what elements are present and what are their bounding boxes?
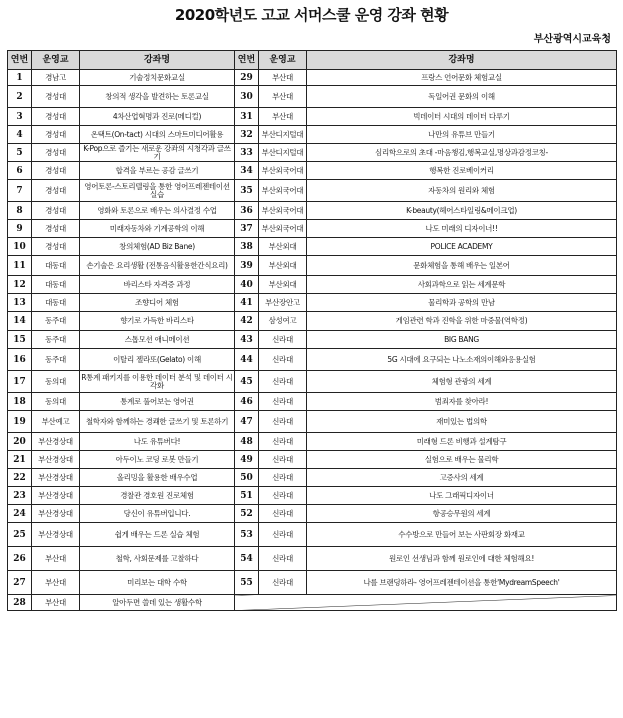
lecture-cell: 조향디어 체험 — [80, 294, 235, 312]
table-row — [8, 547, 617, 571]
row-number: 39 — [235, 256, 259, 276]
row-number: 42 — [235, 312, 259, 331]
lecture-cell: 철학자와 함께하는 경쾌한 글쓰기 및 토론하기 — [80, 411, 235, 433]
school-cell: 부산외국어대 — [259, 180, 307, 202]
row-number: 27 — [8, 571, 32, 595]
lecture-cell: 이탈리 젤라또(Gelato) 이해 — [80, 349, 235, 371]
table-row — [8, 411, 617, 433]
row-number: 22 — [8, 469, 32, 487]
table-row — [8, 312, 617, 331]
school-cell: 부산외대 — [259, 256, 307, 276]
school-cell: 부산대 — [32, 571, 80, 595]
table-row — [8, 276, 617, 294]
row-number: 34 — [235, 162, 259, 180]
lecture-cell: 항공승무원의 세계 — [307, 505, 617, 523]
school-cell: 부산대 — [259, 108, 307, 126]
school-cell: 경성대 — [32, 86, 80, 108]
school-cell: 삼성여고 — [259, 312, 307, 331]
school-cell: 경성대 — [32, 238, 80, 256]
row-number: 1 — [8, 70, 32, 86]
school-cell: 부산디지털대 — [259, 126, 307, 144]
lecture-cell: 나도 그래픽디자이너 — [307, 487, 617, 505]
row-number: 20 — [8, 433, 32, 451]
lecture-cell: 올리밍을 활용한 배우수업 — [80, 469, 235, 487]
lecture-cell: 수수방으로 만들어 보는 사판회장 화재교 — [307, 523, 617, 547]
empty-cell — [235, 595, 617, 611]
school-cell: 경성대 — [32, 162, 80, 180]
row-number: 19 — [8, 411, 32, 433]
row-number: 47 — [235, 411, 259, 433]
lecture-cell: 미래형 드론 비행과 설계탐구 — [307, 433, 617, 451]
row-number: 33 — [235, 144, 259, 162]
school-cell: 신라대 — [259, 571, 307, 595]
table-row — [8, 433, 617, 451]
lecture-cell: 쉽게 배우는 드론 실습 체험 — [80, 523, 235, 547]
lecture-cell: 실험으로 배우는 물리학 — [307, 451, 617, 469]
lecture-cell: R통계 패키지를 이용한 데이터 분석 및 데이터 시각화 — [80, 371, 235, 393]
school-cell: 부산대 — [32, 547, 80, 571]
header-no-left: 연번 — [8, 51, 32, 70]
lecture-cell: 온택트(On-tact) 시대의 스마트미디어활용 — [80, 126, 235, 144]
lecture-cell: 나도 유튜버다! — [80, 433, 235, 451]
school-cell: 신라대 — [259, 331, 307, 349]
row-number: 15 — [8, 331, 32, 349]
table-row — [8, 108, 617, 126]
school-cell: 신라대 — [259, 505, 307, 523]
header-school-left: 운영교 — [32, 51, 80, 70]
school-cell: 동주대 — [32, 312, 80, 331]
course-table — [7, 50, 617, 611]
row-number: 21 — [8, 451, 32, 469]
school-cell: 부산대 — [32, 595, 80, 611]
school-cell: 부산외국어대 — [259, 220, 307, 238]
school-cell: 대동대 — [32, 256, 80, 276]
row-number: 25 — [8, 523, 32, 547]
school-cell: 경성대 — [32, 108, 80, 126]
lecture-cell: 미래자동차와 기계공학의 이해 — [80, 220, 235, 238]
row-number: 48 — [235, 433, 259, 451]
header-lecture-left: 강좌명 — [80, 51, 235, 70]
table-row — [8, 505, 617, 523]
lecture-cell: 사회과학으로 읽는 세계문학 — [307, 276, 617, 294]
school-cell: 동의대 — [32, 393, 80, 411]
row-number: 10 — [8, 238, 32, 256]
lecture-cell: 원로인 선생님과 함께 원로인에 대한 체험해요! — [307, 547, 617, 571]
lecture-cell: 나를 브랜딩하라- 영어프레젠테이션을 통한'MydreamSpeech' — [307, 571, 617, 595]
row-number: 3 — [8, 108, 32, 126]
row-number: 31 — [235, 108, 259, 126]
header-no-right: 연번 — [235, 51, 259, 70]
table-row — [8, 126, 617, 144]
lecture-cell: BIG BANG — [307, 331, 617, 349]
school-cell: 부산경상대 — [32, 505, 80, 523]
school-cell: 경성대 — [32, 144, 80, 162]
page-title: 2020학년도 고교 서머스쿨 운영 강좌 현황 — [174, 6, 449, 24]
school-cell: 경성대 — [32, 180, 80, 202]
school-cell: 경성대 — [32, 126, 80, 144]
table-row — [8, 294, 617, 312]
lecture-cell: 빅데이터 시대의 데이터 다루기 — [307, 108, 617, 126]
row-number: 29 — [235, 70, 259, 86]
lecture-cell: 바리스타 자격증 과정 — [80, 276, 235, 294]
header-lecture-right: 강좌명 — [307, 51, 617, 70]
school-cell: 동주대 — [32, 331, 80, 349]
row-number: 35 — [235, 180, 259, 202]
row-number: 53 — [235, 523, 259, 547]
row-number: 38 — [235, 238, 259, 256]
row-number: 41 — [235, 294, 259, 312]
row-number: 16 — [8, 349, 32, 371]
header-school-right: 운영교 — [259, 51, 307, 70]
table-row — [8, 571, 617, 595]
lecture-cell: 통계로 풀어보는 영어권 — [80, 393, 235, 411]
row-number: 11 — [8, 256, 32, 276]
school-cell: 부산디지털대 — [259, 144, 307, 162]
row-number: 12 — [8, 276, 32, 294]
row-number: 50 — [235, 469, 259, 487]
school-cell: 부산대 — [259, 70, 307, 86]
lecture-cell: 미리보는 대학 수학 — [80, 571, 235, 595]
lecture-cell: 기술정치문화교실 — [80, 70, 235, 86]
lecture-cell: 아두이노 코딩 로봇 만들기 — [80, 451, 235, 469]
row-number: 55 — [235, 571, 259, 595]
lecture-cell: 고증사의 세계 — [307, 469, 617, 487]
lecture-cell: 자동차의 원리와 체험 — [307, 180, 617, 202]
lecture-cell: 범죄자를 찾아라! — [307, 393, 617, 411]
row-number: 5 — [8, 144, 32, 162]
lecture-cell: 행복한 진로베이커리 — [307, 162, 617, 180]
school-cell: 신라대 — [259, 469, 307, 487]
row-number: 54 — [235, 547, 259, 571]
table-body — [8, 70, 617, 611]
row-number: 13 — [8, 294, 32, 312]
row-number: 37 — [235, 220, 259, 238]
row-number: 49 — [235, 451, 259, 469]
row-number: 45 — [235, 371, 259, 393]
school-cell: 신라대 — [259, 411, 307, 433]
table-row — [8, 180, 617, 202]
school-cell: 동주대 — [32, 349, 80, 371]
organization-label: 부산광역시교육청 — [533, 34, 611, 45]
row-number: 46 — [235, 393, 259, 411]
lecture-cell: 창의적 생각을 발견하는 토론교실 — [80, 86, 235, 108]
table-row — [8, 371, 617, 393]
row-number: 7 — [8, 180, 32, 202]
row-number: 14 — [8, 312, 32, 331]
lecture-cell: 향기로 가득한 바리스타 — [80, 312, 235, 331]
lecture-cell: 합격을 부르는 공감 글쓰기 — [80, 162, 235, 180]
row-number: 51 — [235, 487, 259, 505]
lecture-cell: K-beauty(헤어스타일링&메이크업) — [307, 202, 617, 220]
lecture-cell: 독일어권 문화의 이해 — [307, 86, 617, 108]
lecture-cell: POLICE ACADEMY — [307, 238, 617, 256]
school-cell: 경성대 — [32, 202, 80, 220]
school-cell: 부산경상대 — [32, 433, 80, 451]
row-number: 8 — [8, 202, 32, 220]
table-row — [8, 487, 617, 505]
school-cell: 부산외대 — [259, 238, 307, 256]
table-row — [8, 238, 617, 256]
lecture-cell: 당신이 유튜버입니다. — [80, 505, 235, 523]
row-number: 28 — [8, 595, 32, 611]
school-cell: 신라대 — [259, 487, 307, 505]
school-cell: 신라대 — [259, 349, 307, 371]
school-cell: 부산경상대 — [32, 469, 80, 487]
school-cell: 동의대 — [32, 371, 80, 393]
table-row — [8, 331, 617, 349]
lecture-cell: 체험형 관광의 세계 — [307, 371, 617, 393]
lecture-cell: 철학, 사회문제를 고찰하다 — [80, 547, 235, 571]
school-cell: 부산외국어대 — [259, 162, 307, 180]
table-row — [8, 202, 617, 220]
lecture-cell: 문화체험을 통해 배우는 일본어 — [307, 256, 617, 276]
school-cell: 부산대 — [259, 86, 307, 108]
table-header-row — [8, 51, 617, 70]
school-cell: 부산예고 — [32, 411, 80, 433]
school-cell: 대동대 — [32, 276, 80, 294]
lecture-cell: 프랑스 언어문화 체험교실 — [307, 70, 617, 86]
school-cell: 부산경상대 — [32, 451, 80, 469]
row-number: 30 — [235, 86, 259, 108]
lecture-cell: 재미있는 법의학 — [307, 411, 617, 433]
lecture-cell: 영어토론-스토리텔링을 통한 영어프레젠테이션 실습 — [80, 180, 235, 202]
table-row — [8, 144, 617, 162]
table-row — [8, 393, 617, 411]
row-number: 40 — [235, 276, 259, 294]
lecture-cell: 경찰관 경호원 진로체험 — [80, 487, 235, 505]
lecture-cell: 심리학으로의 초대 -마음챙김,행복교실,명상과감정코칭- — [307, 144, 617, 162]
lecture-cell: 5G 시대에 요구되는 나노소재의이해와응용실험 — [307, 349, 617, 371]
school-cell: 신라대 — [259, 523, 307, 547]
table-row — [8, 220, 617, 238]
table-row — [8, 256, 617, 276]
row-number: 43 — [235, 331, 259, 349]
row-number: 36 — [235, 202, 259, 220]
lecture-cell: K-Pop으로 즐기는 새로운 강좌의 시청각과 글쓰기 — [80, 144, 235, 162]
school-cell: 부산경상대 — [32, 487, 80, 505]
school-cell: 대동대 — [32, 294, 80, 312]
school-cell: 부산경상대 — [32, 523, 80, 547]
lecture-cell: 알아두면 쓸데 있는 생활수학 — [80, 595, 235, 611]
table-row — [8, 595, 617, 611]
row-number: 4 — [8, 126, 32, 144]
lecture-cell: 손기술은 요리생활 (전통음식활용한간식요리) — [80, 256, 235, 276]
lecture-cell: 나도 미래의 디자이너!! — [307, 220, 617, 238]
row-number: 26 — [8, 547, 32, 571]
lecture-cell: 스톱모션 애니메이션 — [80, 331, 235, 349]
row-number: 44 — [235, 349, 259, 371]
lecture-cell: 게임관련 학과 진학을 위한 마중물(역학정) — [307, 312, 617, 331]
school-cell: 부산장안고 — [259, 294, 307, 312]
row-number: 17 — [8, 371, 32, 393]
school-cell: 경남고 — [32, 70, 80, 86]
school-cell: 부산외대 — [259, 276, 307, 294]
school-cell: 부산외국어대 — [259, 202, 307, 220]
row-number: 52 — [235, 505, 259, 523]
lecture-cell: 창의체험(AD Biz Bane) — [80, 238, 235, 256]
row-number: 23 — [8, 487, 32, 505]
table-row — [8, 523, 617, 547]
school-cell: 경성대 — [32, 220, 80, 238]
school-cell: 신라대 — [259, 451, 307, 469]
table-row — [8, 349, 617, 371]
table-row — [8, 86, 617, 108]
row-number: 2 — [8, 86, 32, 108]
lecture-cell: 물리학과 공학의 만남 — [307, 294, 617, 312]
row-number: 18 — [8, 393, 32, 411]
table-row — [8, 451, 617, 469]
row-number: 32 — [235, 126, 259, 144]
lecture-cell: 4차산업혁명과 진로(메디컬) — [80, 108, 235, 126]
school-cell: 신라대 — [259, 433, 307, 451]
table-row — [8, 162, 617, 180]
lecture-cell: 영화와 토론으로 배우는 의사결정 수업 — [80, 202, 235, 220]
school-cell: 신라대 — [259, 371, 307, 393]
row-number: 9 — [8, 220, 32, 238]
school-cell: 신라대 — [259, 547, 307, 571]
row-number: 24 — [8, 505, 32, 523]
table-row — [8, 469, 617, 487]
school-cell: 신라대 — [259, 393, 307, 411]
table-row — [8, 70, 617, 86]
row-number: 6 — [8, 162, 32, 180]
lecture-cell: 나만의 유튜브 만들기 — [307, 126, 617, 144]
